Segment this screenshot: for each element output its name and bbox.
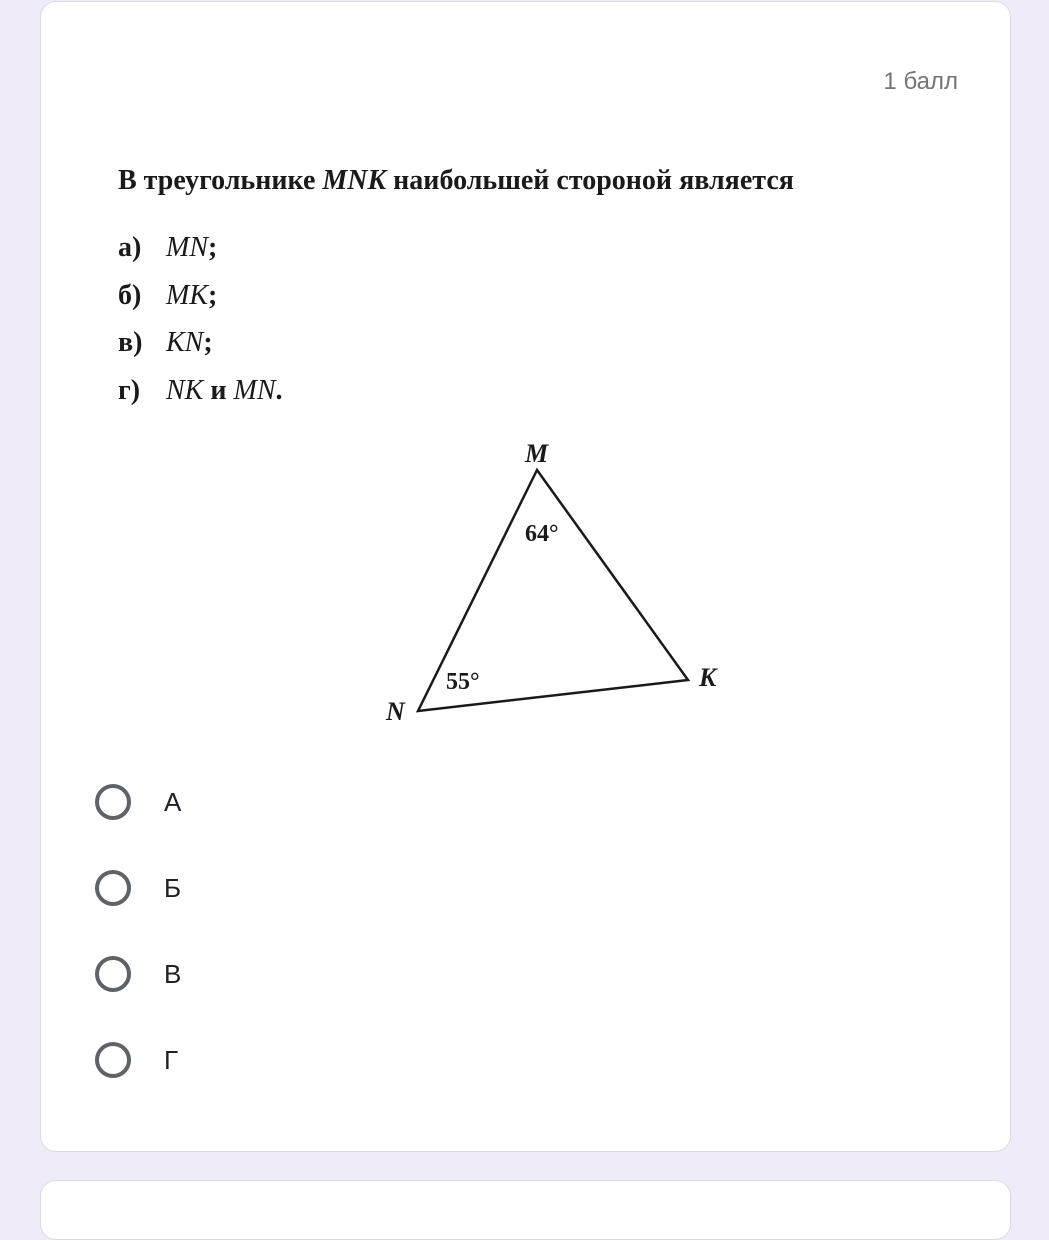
question-text-prefix: В треугольнике [118, 165, 323, 196]
option-c-math: KN [166, 327, 204, 358]
next-question-card [40, 1180, 1011, 1240]
angle-m-label: 64° [525, 521, 559, 547]
option-a-tail: ; [208, 232, 218, 263]
option-c-tail: ; [203, 327, 213, 358]
radio-circle-icon[interactable] [95, 784, 131, 820]
option-b-tail: ; [208, 280, 218, 311]
radio-circle-icon[interactable] [95, 1042, 131, 1078]
choice-b-label: Б [164, 872, 182, 903]
option-d-tail: . [275, 375, 283, 406]
angle-n-label: 55° [446, 669, 480, 695]
option-a-letter: а) [118, 232, 142, 263]
choice-a[interactable] [93, 777, 593, 827]
vertex-m-label: M [525, 439, 549, 468]
option-c-letter: в) [118, 327, 143, 358]
question-text-math: MNK [322, 165, 387, 196]
question-card [40, 1, 1011, 1152]
radio-circle-icon[interactable] [95, 870, 131, 906]
option-d-math: NK [166, 375, 204, 406]
radio-circle-icon[interactable] [95, 956, 131, 992]
triangle-figure [98, 150, 958, 750]
question-text-suffix: наибольшей стороной является [386, 165, 794, 196]
choice-c[interactable] [93, 949, 593, 999]
choice-d[interactable] [93, 1035, 593, 1085]
points-label: 1 балл [883, 68, 958, 95]
choice-a-label: А [164, 786, 182, 817]
question-image [98, 150, 958, 750]
option-b-letter: б) [118, 280, 142, 311]
option-d-mid: и [203, 375, 234, 406]
choice-b[interactable] [93, 863, 593, 913]
option-d-math2: MN [233, 375, 276, 406]
option-d-letter: г) [118, 375, 141, 406]
option-b-math: MK [166, 280, 208, 311]
choice-d-label: Г [164, 1044, 179, 1075]
vertex-k-label: K [699, 663, 717, 692]
vertex-n-label: N [386, 697, 405, 726]
option-a-math: MN [166, 232, 208, 263]
choice-c-label: В [164, 958, 182, 989]
